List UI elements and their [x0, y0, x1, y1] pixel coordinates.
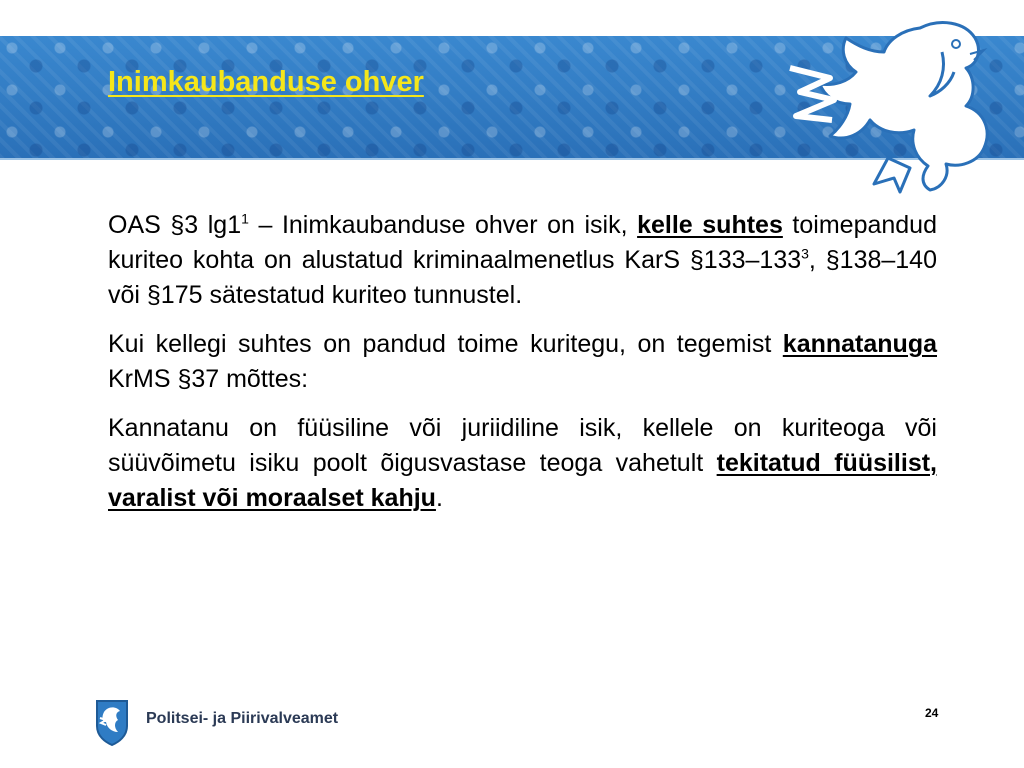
emphasis-kannatanuga: kannatanuga	[782, 330, 937, 358]
text-run: toimepandud kuriteo kohta on alustatud kriminaalmenetlus KarS §133–133	[108, 211, 937, 274]
emphasis-kelle-suhtes: kelle suhtes	[637, 211, 783, 239]
slide-body	[108, 208, 937, 530]
lion-emblem-icon	[770, 8, 1000, 198]
police-logo-icon	[94, 698, 130, 746]
text-run: Kannatanu on füüsiline või juriidiline isik, kellele on kuriteoga või süüvõimetu isiku poolt õigusvastase teoga vahetult	[108, 414, 937, 477]
text-run: Kui kellegi suhtes on pandud toime kuritegu, on tegemist	[108, 330, 783, 358]
page-number: 24	[925, 706, 939, 720]
text-run: .	[435, 484, 443, 512]
paragraph-kannatanu-definition	[108, 411, 937, 516]
organization-name: Politsei- ja Piirivalveamet	[146, 710, 339, 727]
superscript: 3	[801, 245, 809, 262]
text-run: OAS §3 lg1	[108, 211, 242, 239]
paragraph-oas-definition	[108, 208, 937, 313]
text-run: KrMS §37 mõttes:	[108, 365, 309, 393]
text-run: , §138–140 või §175 sätestatud kuriteo tunnustel.	[108, 246, 937, 309]
superscript: 1	[241, 210, 249, 227]
paragraph-kannatanu-reference	[108, 327, 937, 397]
emphasis-kahju: tekitatud füüsilist, varalist või moraalset kahju	[108, 449, 937, 512]
slide-title: Inimkaubanduse ohver	[108, 66, 424, 98]
text-run: – Inimkaubanduse ohver on isik,	[248, 211, 638, 239]
